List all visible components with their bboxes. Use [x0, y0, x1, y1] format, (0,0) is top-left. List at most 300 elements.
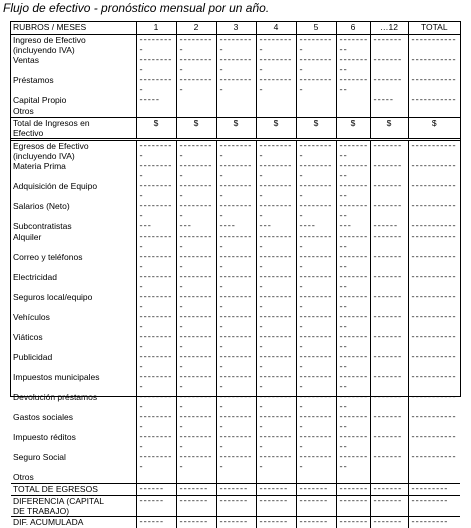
value-cell: ------- [370, 181, 408, 201]
value-cell: --------- [256, 392, 296, 412]
total-ingresos-label-text: Total de Ingresos en [13, 118, 90, 128]
ingresos-heading-text: (incluyendo IVA) [13, 45, 75, 55]
value-cell: --------- [336, 75, 370, 95]
list-item [11, 272, 460, 292]
egreso-label [11, 372, 136, 392]
value-cell [216, 95, 256, 106]
egreso-label-text: Correo y teléfonos [13, 252, 82, 262]
month-header: …12 [370, 22, 408, 35]
value-cell: ------- [296, 496, 336, 517]
value-cell: ----------- [408, 272, 460, 292]
value-cell: --------- [176, 432, 216, 452]
list-item [11, 75, 460, 95]
value-cell: --------- [136, 201, 176, 221]
value-cell: ----------- [408, 161, 460, 181]
list-item [11, 372, 460, 392]
value-cell: --------- [296, 272, 336, 292]
value-cell: ------- [296, 484, 336, 496]
value-cell: --------- [176, 55, 216, 75]
value-cell: --------- [136, 232, 176, 252]
value-cell: --------- [256, 55, 296, 75]
value-cell: $ [408, 118, 460, 140]
rubros-header: RUBROS / MESES [11, 22, 136, 35]
value-cell [408, 106, 460, 118]
value-cell: ----------- [408, 221, 460, 232]
value-cell: ----------- [408, 452, 460, 472]
egreso-label-text: Adquisición de Equipo [13, 181, 97, 191]
egreso-label [11, 272, 136, 292]
month-header: 4 [256, 22, 296, 35]
value-cell: --------- [176, 252, 216, 272]
value-cell [176, 106, 216, 118]
value-cell: --------- [256, 181, 296, 201]
list-item [11, 412, 460, 432]
value-cell: --------- [176, 35, 216, 56]
egreso-label-text: Subcontratistas [13, 221, 72, 231]
value-cell: --------- [296, 432, 336, 452]
egreso-label-text: Impuestos municipales [13, 372, 99, 382]
value-cell: --------- [136, 332, 176, 352]
value-cell: --------- [336, 252, 370, 272]
value-cell: ----------- [408, 252, 460, 272]
diferencia-label-text: DIFERENCIA (CAPITAL [13, 496, 104, 506]
value-cell: ----------- [408, 332, 460, 352]
value-cell [296, 472, 336, 484]
egresos-heading-text: (incluyendo IVA) [13, 151, 75, 161]
value-cell: --------- [296, 312, 336, 332]
value-cell: $ [216, 118, 256, 140]
document-title: Flujo de efectivo - pronóstico mensual por un año. [3, 1, 269, 15]
value-cell: ------- [370, 272, 408, 292]
value-cell: --------- [296, 332, 336, 352]
value-cell: --------- [296, 292, 336, 312]
value-cell: --------- [176, 181, 216, 201]
value-cell: --------- [136, 272, 176, 292]
dif-acumulada-label-text: DIF. ACUMULADA [13, 517, 83, 527]
value-cell [136, 472, 176, 484]
value-cell: --------- [176, 140, 216, 162]
list-item [11, 352, 460, 372]
value-cell: --------- [136, 140, 176, 162]
list-item [11, 181, 460, 201]
value-cell [256, 95, 296, 106]
egreso-label-text: Otros [13, 472, 34, 482]
egreso-label-text: Vehículos [13, 312, 50, 322]
value-cell: --------- [136, 312, 176, 332]
value-cell: --------- [176, 452, 216, 472]
value-cell: --------- [216, 201, 256, 221]
value-cell [336, 95, 370, 106]
value-cell: ------- [370, 140, 408, 162]
ingresos-heading-text: Ingreso de Efectivo [13, 35, 86, 45]
value-cell: ------- [370, 496, 408, 517]
value-cell: ----------- [408, 75, 460, 95]
ingresos-heading [11, 35, 136, 56]
list-item [11, 55, 460, 75]
value-cell: --------- [136, 161, 176, 181]
value-cell: --------- [256, 452, 296, 472]
egreso-label [11, 252, 136, 272]
value-cell: --------- [296, 75, 336, 95]
value-cell: --------- [216, 352, 256, 372]
value-cell [370, 472, 408, 484]
value-cell: --------- [408, 496, 460, 517]
value-cell: ------- [256, 496, 296, 517]
value-cell: $ [136, 118, 176, 140]
value-cell: --------- [176, 412, 216, 432]
value-cell: ---- [296, 221, 336, 232]
value-cell: --------- [176, 312, 216, 332]
value-cell: ----------- [408, 432, 460, 452]
value-cell: --------- [296, 232, 336, 252]
value-cell [216, 106, 256, 118]
value-cell: ----------- [408, 292, 460, 312]
value-cell: --------- [336, 35, 370, 56]
list-item [11, 452, 460, 472]
diferencia-row [11, 496, 460, 517]
value-cell: --------- [256, 432, 296, 452]
list-item [11, 95, 460, 106]
value-cell: --------- [336, 272, 370, 292]
value-cell: --------- [256, 352, 296, 372]
egreso-label [11, 412, 136, 432]
egreso-label [11, 161, 136, 181]
value-cell: ------- [370, 517, 408, 528]
total-ingresos-label [11, 118, 136, 140]
value-cell: --------- [216, 392, 256, 412]
egreso-label [11, 432, 136, 452]
egresos-heading-text: Egresos de Efectivo [13, 141, 89, 151]
value-cell [176, 472, 216, 484]
value-cell: --------- [216, 252, 256, 272]
value-cell: --------- [336, 140, 370, 162]
value-cell: --- [176, 221, 216, 232]
value-cell [370, 106, 408, 118]
value-cell: --------- [216, 292, 256, 312]
egresos-heading [11, 140, 136, 162]
value-cell: --------- [296, 161, 336, 181]
value-cell: --------- [336, 392, 370, 412]
egreso-label-text: Impuesto réditos [13, 432, 76, 442]
ingresos-heading-row [11, 35, 460, 56]
egreso-label [11, 312, 136, 332]
value-cell: --------- [136, 252, 176, 272]
header-row [11, 22, 460, 35]
value-cell: --- [136, 221, 176, 232]
list-item [11, 201, 460, 221]
value-cell: ------- [370, 232, 408, 252]
value-cell: ------ [136, 484, 176, 496]
value-cell: --------- [336, 232, 370, 252]
value-cell: --------- [256, 35, 296, 56]
value-cell: ----------- [408, 140, 460, 162]
ingreso-label [11, 55, 136, 75]
value-cell: --------- [256, 292, 296, 312]
value-cell [216, 472, 256, 484]
value-cell: --------- [296, 55, 336, 75]
value-cell: --------- [256, 272, 296, 292]
value-cell: ------ [136, 517, 176, 528]
egreso-label [11, 352, 136, 372]
value-cell [136, 106, 176, 118]
value-cell: --------- [256, 161, 296, 181]
value-cell: --------- [176, 75, 216, 95]
value-cell: --------- [296, 392, 336, 412]
value-cell: --------- [296, 352, 336, 372]
value-cell: --------- [216, 372, 256, 392]
ingreso-label-text: Ventas [13, 55, 39, 65]
value-cell: ------- [216, 496, 256, 517]
value-cell: --------- [136, 392, 176, 412]
total-ingresos-row [11, 118, 460, 140]
egreso-label [11, 452, 136, 472]
value-cell: --------- [296, 181, 336, 201]
value-cell: ------- [370, 55, 408, 75]
value-cell: ----------- [408, 232, 460, 252]
value-cell: --------- [176, 161, 216, 181]
value-cell: ----------- [408, 55, 460, 75]
value-cell: ------- [296, 517, 336, 528]
value-cell: ------- [370, 484, 408, 496]
value-cell: ------- [370, 372, 408, 392]
value-cell: --------- [336, 412, 370, 432]
value-cell: --------- [296, 140, 336, 162]
value-cell: --- [336, 221, 370, 232]
list-item [11, 221, 460, 232]
list-item [11, 232, 460, 252]
ingreso-label [11, 106, 136, 118]
egreso-label-text: Seguros local/equipo [13, 292, 92, 302]
value-cell: ------- [216, 517, 256, 528]
value-cell: --------- [176, 292, 216, 312]
value-cell: --------- [136, 432, 176, 452]
value-cell [336, 106, 370, 118]
value-cell: --------- [256, 332, 296, 352]
value-cell: ------- [370, 332, 408, 352]
month-header: TOTAL [408, 22, 460, 35]
value-cell: --------- [336, 312, 370, 332]
list-item [11, 106, 460, 118]
value-cell: ------- [370, 392, 408, 412]
month-header: 3 [216, 22, 256, 35]
value-cell: ----------- [408, 95, 460, 106]
value-cell: --------- [296, 252, 336, 272]
value-cell: ------- [370, 35, 408, 56]
value-cell: ----------- [408, 35, 460, 56]
value-cell: --------- [216, 140, 256, 162]
value-cell: ----------- [408, 312, 460, 332]
value-cell: --------- [408, 517, 460, 528]
egreso-label [11, 181, 136, 201]
value-cell: --------- [176, 332, 216, 352]
value-cell: ------- [370, 452, 408, 472]
dif-acumulada-row [11, 517, 460, 528]
value-cell: ----------- [408, 392, 460, 412]
value-cell: --------- [336, 432, 370, 452]
value-cell: ----- [370, 95, 408, 106]
list-item [11, 292, 460, 312]
value-cell: --------- [256, 372, 296, 392]
value-cell: ------- [176, 517, 216, 528]
value-cell: --------- [216, 432, 256, 452]
value-cell: ------- [336, 517, 370, 528]
list-item [11, 472, 460, 484]
value-cell [256, 472, 296, 484]
value-cell: ------- [370, 432, 408, 452]
diferencia-label-text: DE TRABAJO) [13, 506, 69, 516]
total-egresos-label [11, 484, 136, 496]
cash-flow-table [11, 22, 460, 528]
value-cell: ------- [370, 75, 408, 95]
egreso-label-text: Publicidad [13, 352, 52, 362]
value-cell: --------- [216, 181, 256, 201]
egreso-label-text: Materia Prima [13, 161, 66, 171]
value-cell: --------- [336, 352, 370, 372]
value-cell: --------- [136, 75, 176, 95]
value-cell: ------- [370, 312, 408, 332]
month-header: 2 [176, 22, 216, 35]
value-cell: --------- [256, 312, 296, 332]
value-cell: --------- [176, 352, 216, 372]
value-cell: --------- [136, 452, 176, 472]
egreso-label [11, 292, 136, 312]
value-cell: --------- [336, 452, 370, 472]
value-cell [176, 95, 216, 106]
total-ingresos-label-text: Efectivo [13, 128, 43, 138]
ingreso-label [11, 75, 136, 95]
egreso-label [11, 201, 136, 221]
value-cell: ----------- [408, 181, 460, 201]
value-cell: --------- [216, 412, 256, 432]
egreso-label [11, 232, 136, 252]
value-cell: --------- [256, 75, 296, 95]
value-cell: ------- [176, 484, 216, 496]
value-cell: ------- [370, 352, 408, 372]
value-cell [296, 106, 336, 118]
ingreso-label [11, 95, 136, 106]
value-cell [336, 472, 370, 484]
value-cell: --------- [336, 332, 370, 352]
value-cell: --------- [176, 392, 216, 412]
egreso-label-text: Devolución préstamos [13, 392, 97, 402]
value-cell: --------- [136, 292, 176, 312]
value-cell: ------ [370, 221, 408, 232]
value-cell: --------- [336, 201, 370, 221]
egreso-label [11, 332, 136, 352]
value-cell: --------- [336, 372, 370, 392]
value-cell: --------- [296, 35, 336, 56]
value-cell: ----------- [408, 201, 460, 221]
egreso-label [11, 221, 136, 232]
value-cell: --------- [336, 161, 370, 181]
egreso-label [11, 392, 136, 412]
egreso-label-text: Gastos sociales [13, 412, 73, 422]
dif-acumulada-label [11, 517, 136, 528]
value-cell: ---- [216, 221, 256, 232]
value-cell: --------- [296, 372, 336, 392]
value-cell: $ [176, 118, 216, 140]
value-cell: $ [296, 118, 336, 140]
value-cell: --------- [336, 292, 370, 312]
value-cell: ------- [370, 412, 408, 432]
value-cell: --------- [336, 55, 370, 75]
value-cell: --------- [136, 372, 176, 392]
value-cell: ------- [256, 484, 296, 496]
value-cell: ------- [256, 517, 296, 528]
value-cell: --------- [216, 332, 256, 352]
egreso-label-text: Seguro Social [13, 452, 66, 462]
value-cell: ------- [370, 201, 408, 221]
value-cell: --------- [216, 35, 256, 56]
value-cell: --------- [216, 312, 256, 332]
value-cell: --------- [176, 272, 216, 292]
value-cell: --------- [136, 352, 176, 372]
value-cell: --------- [216, 55, 256, 75]
total-egresos-row [11, 484, 460, 496]
value-cell: $ [256, 118, 296, 140]
list-item [11, 312, 460, 332]
ingreso-label-text: Otros [13, 106, 34, 116]
value-cell: --------- [296, 412, 336, 432]
value-cell: --------- [216, 161, 256, 181]
value-cell: ----------- [408, 352, 460, 372]
egreso-label-text: Electricidad [13, 272, 57, 282]
value-cell: --------- [408, 484, 460, 496]
value-cell: --------- [216, 452, 256, 472]
value-cell: ----- [136, 95, 176, 106]
cash-flow-table-frame [10, 21, 461, 397]
value-cell [256, 106, 296, 118]
value-cell: ------ [136, 496, 176, 517]
diferencia-label [11, 496, 136, 517]
egreso-label-text: Alquiler [13, 232, 41, 242]
value-cell: --------- [256, 232, 296, 252]
value-cell: --------- [296, 201, 336, 221]
value-cell: --------- [256, 412, 296, 432]
value-cell: ------- [176, 496, 216, 517]
value-cell: ------- [370, 252, 408, 272]
list-item [11, 332, 460, 352]
value-cell: --------- [216, 272, 256, 292]
value-cell [296, 95, 336, 106]
value-cell: ------- [370, 161, 408, 181]
month-header: 6 [336, 22, 370, 35]
value-cell: --------- [176, 232, 216, 252]
value-cell: ----------- [408, 372, 460, 392]
ingreso-label-text: Capital Propio [13, 95, 66, 105]
value-cell: --------- [336, 181, 370, 201]
month-header: 5 [296, 22, 336, 35]
value-cell: --------- [216, 232, 256, 252]
egreso-label-text: Viáticos [13, 332, 43, 342]
egresos-heading-row [11, 140, 460, 162]
value-cell: --- [256, 221, 296, 232]
value-cell: --------- [136, 35, 176, 56]
value-cell [408, 472, 460, 484]
egreso-label-text: Salarios (Neto) [13, 201, 70, 211]
value-cell: ------- [216, 484, 256, 496]
list-item [11, 392, 460, 412]
list-item [11, 432, 460, 452]
value-cell: ------- [370, 292, 408, 312]
month-header: 1 [136, 22, 176, 35]
value-cell: ------- [336, 484, 370, 496]
value-cell: --------- [176, 201, 216, 221]
value-cell: --------- [216, 75, 256, 95]
egreso-label [11, 472, 136, 484]
value-cell: --------- [256, 252, 296, 272]
value-cell: ----------- [408, 412, 460, 432]
